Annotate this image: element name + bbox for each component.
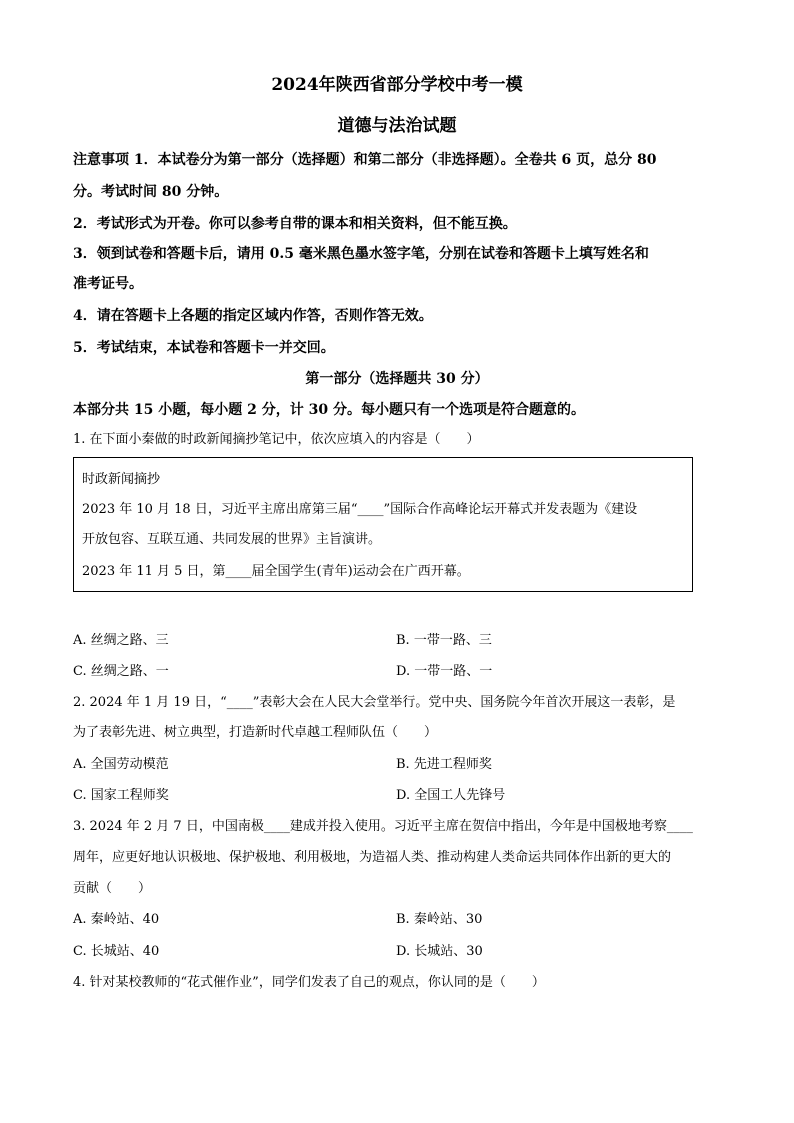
exam-title: 2024年陕西省部分学校中考一模 bbox=[271, 75, 523, 95]
note-line: 2．考试形式为开卷。你可以参考自带的课本和相关资料，但不能互换。 bbox=[73, 216, 517, 232]
question-1-option-c: C. 丝绸之路、一 bbox=[73, 664, 169, 679]
news-excerpt-heading: 时政新闻摘抄 bbox=[82, 472, 161, 487]
news-excerpt-line: 2023 年 10 月 18 日，习近平主席出席第三届“____”国际合作高峰论坛开幕式并发表题为《建设 bbox=[82, 502, 638, 517]
question-2-option-a: A. 全国劳动模范 bbox=[73, 757, 169, 772]
question-3-stem: 贡献（ ） bbox=[73, 881, 152, 896]
question-3-option-b: B. 秦岭站、30 bbox=[396, 912, 483, 927]
question-3-option-d: D. 长城站、30 bbox=[396, 944, 483, 959]
note-line: 5．考试结束，本试卷和答题卡一并交回。 bbox=[73, 340, 335, 356]
section-instruction: 本部分共 15 小题，每小题 2 分，计 30 分。每小题只有一个选项是符合题意的。 bbox=[73, 402, 585, 418]
question-3-option-a: A. 秦岭站、40 bbox=[73, 912, 160, 927]
question-2-stem: 为了表彰先进、树立典型，打造新时代卓越工程师队伍（ ） bbox=[73, 725, 438, 740]
question-2-option-d: D. 全国工人先锋号 bbox=[396, 788, 506, 803]
question-2-stem: 2. 2024 年 1 月 19 日，“____”表彰大会在人民大会堂举行。党中央、国务院今年首次开展这一表彰，是 bbox=[73, 695, 676, 710]
question-1-option-d: D. 一带一路、一 bbox=[396, 664, 493, 679]
note-line: 准考证号。 bbox=[73, 276, 143, 292]
news-excerpt-line: 2023 年 11 月 5 日，第____届全国学生(青年)运动会在广西开幕。 bbox=[82, 564, 470, 579]
news-excerpt-line: 开放包容、互联互通、共同发展的世界》主旨演讲。 bbox=[82, 532, 382, 547]
note-line: 4．请在答题卡上各题的指定区域内作答，否则作答无效。 bbox=[73, 308, 433, 324]
section-title: 第一部分（选择题共 30 分） bbox=[305, 371, 489, 387]
question-1-stem: 1. 在下面小秦做的时政新闻摘抄笔记中，依次应填入的内容是（ ） bbox=[73, 432, 480, 447]
question-3-stem: 3. 2024 年 2 月 7 日，中国南极____建成并投入使用。习近平主席在贺信中指出，今年是中国极地考察____ bbox=[73, 819, 693, 834]
note-line: 注意事项 1．本试卷分为第一部分（选择题）和第二部分（非选择题）。全卷共 6 页，总分 80 bbox=[73, 152, 657, 168]
question-1-option-b: B. 一带一路、三 bbox=[396, 633, 492, 648]
question-2-option-c: C. 国家工程师奖 bbox=[73, 788, 169, 803]
note-line: 分。考试时间 80 分钟。 bbox=[73, 184, 229, 200]
question-3-stem: 周年，应更好地认识极地、保护极地、利用极地，为造福人类、推动构建人类命运共同体作出新的更大的 bbox=[73, 850, 672, 865]
question-2-option-b: B. 先进工程师奖 bbox=[396, 757, 492, 772]
news-excerpt-box bbox=[73, 457, 693, 592]
exam-subject: 道德与法治试题 bbox=[337, 116, 457, 136]
question-4-stem: 4. 针对某校教师的“花式催作业”，同学们发表了自己的观点，你认同的是（ ） bbox=[73, 975, 545, 990]
question-3-option-c: C. 长城站、40 bbox=[73, 944, 160, 959]
note-line: 3．领到试卷和答题卡后，请用 0.5 毫米黑色墨水签字笔，分别在试卷和答题卡上填写姓名和 bbox=[73, 246, 649, 262]
question-1-option-a: A. 丝绸之路、三 bbox=[73, 633, 169, 648]
